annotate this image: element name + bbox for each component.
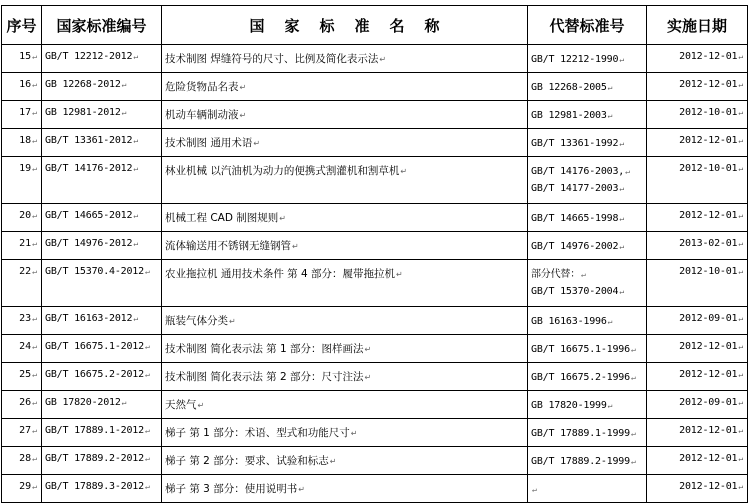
cell-name: 技术制图 简化表示法 第 2 部分：尺寸注法↵ [162,363,528,391]
paragraph-mark: ↵ [630,429,636,438]
paragraph-mark: ↵ [133,211,138,220]
cell-code: GB 12268-2012↵ [42,73,162,101]
cell-code: GB 12981-2012↵ [42,101,162,129]
cell-seq: 24↵ [2,335,42,363]
table-row [2,157,748,204]
cell-name: 机动车辆制动液↵ [162,101,528,129]
cell-name: 林业机械 以汽油机为动力的便携式割灌机和割草机↵ [162,157,528,204]
paragraph-mark: ↵ [619,214,624,223]
cell-replaced [528,447,647,475]
cell-name: 流体输送用不锈钢无缝钢管↵ [162,232,528,260]
table-row [2,101,748,129]
table-row [2,447,748,475]
cell-replaced [528,45,647,73]
paragraph-mark: ↵ [197,401,205,410]
cell-code: GB/T 14665-2012↵ [42,204,162,232]
replaced-line: GB/T 14665-1998↵ [531,213,624,224]
paragraph-mark: ↵ [364,373,372,382]
replaced-line: GB/T 14177-2003↵ [531,183,624,194]
cell-name: 危险货物品名表↵ [162,73,528,101]
paragraph-mark: ↵ [738,370,743,379]
cell-date: 2012-12-01↵ [647,129,748,157]
cell-code: GB/T 13361-2012↵ [42,129,162,157]
replaced-line: GB/T 12212-1990↵ [531,54,624,65]
cell-seq: 20↵ [2,204,42,232]
cell-code: GB/T 16163-2012↵ [42,307,162,335]
cell-replaced [528,129,647,157]
paragraph-mark: ↵ [532,485,537,494]
cell-code: GB/T 17889.3-2012↵ [42,475,162,503]
replaced-line: 部分代替：↵ [531,269,586,280]
paragraph-mark: ↵ [32,136,37,145]
paragraph-mark: ↵ [133,164,138,173]
cell-seq: 22↵ [2,260,42,307]
replaced-line: GB/T 14176-2003,↵ [531,166,630,177]
paragraph-mark: ↵ [738,314,743,323]
paragraph-mark: ↵ [292,242,299,251]
cell-name: 梯子 第 2 部分：要求、试验和标志↵ [162,447,528,475]
cell-date: 2012-12-01↵ [647,335,748,363]
paragraph-mark: ↵ [619,55,624,64]
paragraph-mark: ↵ [738,52,743,61]
replaced-line: GB/T 16675.1-1996↵ [531,344,636,355]
paragraph-mark: ↵ [121,108,127,117]
cell-name: 梯子 第 3 部分：使用说明书↵ [162,475,528,503]
cell-seq: 18↵ [2,129,42,157]
paragraph-mark: ↵ [738,80,743,89]
cell-code: GB/T 12212-2012↵ [42,45,162,73]
replaced-line: GB/T 17889.2-1999↵ [531,456,636,467]
cell-code: GB/T 17889.2-2012↵ [42,447,162,475]
cell-date: 2012-12-01↵ [647,475,748,503]
cell-seq: 27↵ [2,419,42,447]
cell-replaced [528,419,647,447]
cell-seq: 25↵ [2,363,42,391]
paragraph-mark: ↵ [619,184,624,193]
cell-date: 2012-12-01↵ [647,447,748,475]
table-row [2,475,748,503]
paragraph-mark: ↵ [630,373,636,382]
paragraph-mark: ↵ [253,139,261,148]
table-header-row [2,6,748,45]
table-row [2,391,748,419]
paragraph-mark: ↵ [607,83,613,92]
cell-replaced [528,73,647,101]
paragraph-mark: ↵ [298,485,305,494]
table-row [2,45,748,73]
cell-code: GB/T 17889.1-2012↵ [42,419,162,447]
cell-seq: 29↵ [2,475,42,503]
header-name: 国家标准名称 [162,6,528,45]
header-code: 国家标准编号 [42,6,162,45]
paragraph-mark: ↵ [738,239,743,248]
paragraph-mark: ↵ [144,342,150,351]
paragraph-mark: ↵ [607,317,613,326]
paragraph-mark: ↵ [379,55,387,64]
paragraph-mark: ↵ [144,482,150,491]
cell-name: 梯子 第 1 部分：术语、型式和功能尺寸↵ [162,419,528,447]
cell-code: GB/T 16675.1-2012↵ [42,335,162,363]
header-date: 实施日期 [647,6,748,45]
cell-code: GB 17820-2012↵ [42,391,162,419]
header-replaced: 代替标准号 [528,6,647,45]
cell-date: 2012-10-01↵ [647,101,748,129]
cell-code: GB/T 15370.4-2012↵ [42,260,162,307]
paragraph-mark: ↵ [121,80,127,89]
cell-name: 机械工程 CAD 制图规则↵ [162,204,528,232]
table-row [2,335,748,363]
table-row [2,204,748,232]
paragraph-mark: ↵ [581,270,586,279]
cell-date: 2012-12-01↵ [647,73,748,101]
paragraph-mark: ↵ [239,111,247,120]
paragraph-mark: ↵ [625,167,630,176]
cell-seq: 17↵ [2,101,42,129]
paragraph-mark: ↵ [738,398,743,407]
cell-name: 天然气↵ [162,391,528,419]
cell-seq: 19↵ [2,157,42,204]
paragraph-mark: ↵ [133,239,138,248]
cell-name: 技术制图 焊缝符号的尺寸、比例及简化表示法↵ [162,45,528,73]
paragraph-mark: ↵ [738,342,743,351]
cell-replaced [528,335,647,363]
cell-code: GB/T 14976-2012↵ [42,232,162,260]
paragraph-mark: ↵ [144,426,150,435]
paragraph-mark: ↵ [619,242,624,251]
cell-name: 技术制图 简化表示法 第 1 部分：图样画法↵ [162,335,528,363]
cell-date: 2012-12-01↵ [647,204,748,232]
paragraph-mark: ↵ [32,164,37,173]
cell-replaced [528,307,647,335]
table-row [2,307,748,335]
paragraph-mark: ↵ [239,83,247,92]
cell-seq: 28↵ [2,447,42,475]
cell-seq: 15↵ [2,45,42,73]
paragraph-mark: ↵ [738,454,743,463]
replaced-line: GB/T 17889.1-1999↵ [531,428,636,439]
table-row [2,363,748,391]
paragraph-mark: ↵ [32,454,37,463]
cell-replaced [528,475,647,503]
paragraph-mark: ↵ [630,345,636,354]
replaced-line: GB 12268-2005↵ [531,82,613,93]
paragraph-mark: ↵ [364,345,372,354]
paragraph-mark: ↵ [32,80,37,89]
cell-seq: 26↵ [2,391,42,419]
cell-date: 2012-09-01↵ [647,391,748,419]
paragraph-mark: ↵ [350,429,358,438]
paragraph-mark: ↵ [400,167,408,176]
paragraph-mark: ↵ [619,287,624,296]
cell-seq: 23↵ [2,307,42,335]
paragraph-mark: ↵ [738,267,743,276]
cell-replaced [528,232,647,260]
cell-replaced [528,157,647,204]
paragraph-mark: ↵ [32,398,37,407]
cell-seq: 21↵ [2,232,42,260]
replaced-line: GB/T 13361-1992↵ [531,138,624,149]
paragraph-mark: ↵ [32,426,37,435]
cell-name: 瓶装气体分类↵ [162,307,528,335]
cell-date: 2012-12-01↵ [647,45,748,73]
paragraph-mark: ↵ [738,164,743,173]
paragraph-mark: ↵ [32,314,37,323]
cell-replaced [528,260,647,307]
replaced-line: GB 16163-1996↵ [531,316,613,327]
paragraph-mark: ↵ [133,52,138,61]
table-body [2,45,748,503]
paragraph-mark: ↵ [396,270,403,279]
paragraph-mark: ↵ [32,211,37,220]
paragraph-mark: ↵ [32,342,37,351]
paragraph-mark: ↵ [32,267,37,276]
paragraph-mark: ↵ [32,482,37,491]
paragraph-mark: ↵ [133,314,138,323]
cell-replaced [528,204,647,232]
cell-date: 2012-10-01↵ [647,157,748,204]
cell-name: 农业拖拉机 通用技术条件 第 4 部分：履带拖拉机↵ [162,260,528,307]
paragraph-mark: ↵ [144,454,150,463]
cell-name: 技术制图 通用术语↵ [162,129,528,157]
paragraph-mark: ↵ [32,108,37,117]
paragraph-mark: ↵ [121,398,127,407]
replaced-line [531,481,643,498]
paragraph-mark: ↵ [619,139,624,148]
paragraph-mark: ↵ [738,211,743,220]
cell-date: 2012-09-01↵ [647,307,748,335]
cell-replaced [528,363,647,391]
cell-replaced [528,101,647,129]
table-row [2,260,748,307]
table-row [2,419,748,447]
table-row [2,232,748,260]
table-row [2,73,748,101]
cell-seq: 16↵ [2,73,42,101]
paragraph-mark: ↵ [32,370,37,379]
replaced-line: GB 12981-2003↵ [531,110,613,121]
replaced-line: GB/T 16675.2-1996↵ [531,372,636,383]
paragraph-mark: ↵ [738,426,743,435]
standards-table [1,5,748,503]
paragraph-mark: ↵ [738,108,743,117]
table-row [2,129,748,157]
header-seq: 序号 [2,6,42,45]
cell-date: 2012-12-01↵ [647,419,748,447]
paragraph-mark: ↵ [738,136,743,145]
paragraph-mark: ↵ [607,111,613,120]
paragraph-mark: ↵ [607,401,613,410]
cell-code: GB/T 16675.2-2012↵ [42,363,162,391]
paragraph-mark: ↵ [32,52,37,61]
paragraph-mark: ↵ [630,457,636,466]
paragraph-mark: ↵ [32,239,37,248]
cell-date: 2013-02-01↵ [647,232,748,260]
cell-date: 2012-12-01↵ [647,363,748,391]
paragraph-mark: ↵ [144,370,150,379]
paragraph-mark: ↵ [229,317,236,326]
cell-date: 2012-10-01↵ [647,260,748,307]
paragraph-mark: ↵ [279,214,286,223]
replaced-line: GB/T 15370-2004↵ [531,286,624,297]
paragraph-mark: ↵ [133,136,138,145]
paragraph-mark: ↵ [144,267,150,276]
replaced-line: GB/T 14976-2002↵ [531,241,624,252]
paragraph-mark: ↵ [329,457,337,466]
paragraph-mark: ↵ [738,482,743,491]
replaced-line: GB 17820-1999↵ [531,400,613,411]
cell-replaced [528,391,647,419]
cell-code: GB/T 14176-2012↵ [42,157,162,204]
